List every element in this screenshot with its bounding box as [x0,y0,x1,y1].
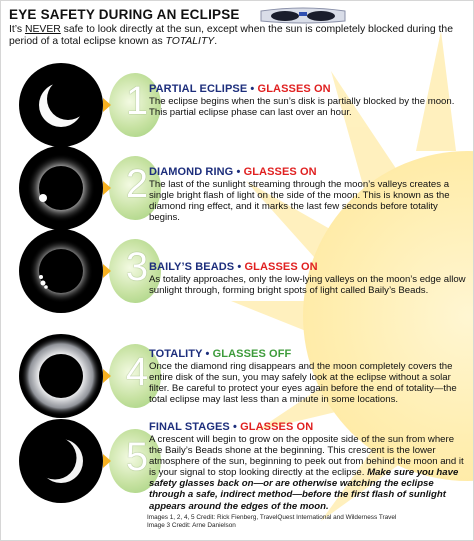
glasses-status: GLASSES ON [243,166,317,178]
stage-title: BAILY’S BEADS • [149,261,245,273]
stage-description [149,348,467,405]
stage-description [149,166,467,223]
stage-row [1,334,474,422]
stage-row [1,146,474,234]
glasses-status: GLASSES OFF [212,348,292,360]
arrow-icon [103,181,111,195]
stage-title: FINAL STAGES • [149,421,241,433]
arrow-icon [103,369,111,383]
eclipse-photo-diamond-ring [19,146,103,230]
stage-text: The eclipse begins when the sun’s disk is partially blocked by the moon. This partial eclipse phase can last over an hour. [149,96,455,119]
intro-text: It’s NEVER safe to look directly at the sun, except when the sun is completely blocked during the period of a total eclipse known as TOTALITY. [9,24,453,48]
stage-row [1,419,474,512]
stage-text-emphasis: Make sure you have safety glasses back on—or are otherwise watching the eclipse through a safe, indirect method—before the first flash of sunlight appears around the edges of the moon. [149,467,459,512]
stage-title: PARTIAL ECLIPSE • [149,83,258,95]
stage-description [149,421,467,512]
glasses-status: GLASSES ON [244,261,318,273]
header [9,7,469,49]
stage-number: 1 [125,79,149,123]
stage-number: 3 [125,245,149,289]
stage-text: The last of the sunlight streaming through the moon’s valleys creates a single bright flash of light on the side of the moon. This is known as the diamond ring effect, and it marks the last few seconds before totality begins. [149,179,450,224]
stage-title: TOTALITY • [149,348,213,360]
eclipse-photo-totality [19,334,103,418]
stage-number: 4 [125,350,149,394]
arrow-icon [103,98,111,112]
stage-row [1,229,474,317]
arrow-icon [103,264,111,278]
stage-description [149,83,467,118]
glasses-status: GLASSES ON [240,421,314,433]
eclipse-photo-final-stages [19,419,103,503]
glasses-status: GLASSES ON [257,83,331,95]
stage-row [1,63,474,151]
stage-title: DIAMOND RING • [149,166,244,178]
arrow-icon [103,454,111,468]
stage-description [149,261,467,296]
stage-text: As totality approaches, only the low-lying valleys on the moon’s edge allow sunlight through, forming bright spots of light called Baily’s Beads. [149,274,466,297]
stage-text: A crescent will begin to grow on the opposite side of the sun from where the Baily’s Beads shone at the beginning. This crescent is the lower atmosphere of the sun, beginning to peek out from behind the moon and it is your signal to stop looking directly at the eclipse. Make sure you have safety glasses back on—or are otherwise watching the eclipse through a safe, indirect method—before the first flash of sunlight appears around the edges of the moon. [149,434,464,512]
page-title: EYE SAFETY DURING AN ECLIPSE [9,7,240,22]
stage-number: 5 [125,435,149,479]
eclipse-glasses-image [259,5,347,25]
eclipse-photo-partial [19,63,103,147]
image-credits: Images 1, 2, 4, 5 Credit: Rick Fienberg, TravelQuest International and Wilderness Travel Image 3 Credit: Arne Danielson [147,514,397,529]
stage-text: Once the diamond ring disappears and the moon completely covers the entire disk of the sun, you may safely look at the eclipse without a solar filter. Be careful to protect your eyes again before the end of totality—the total eclipse may last less than a minute in some locations. [149,361,457,406]
eclipse-photo-bailys-beads [19,229,103,313]
stage-number: 2 [125,162,149,206]
